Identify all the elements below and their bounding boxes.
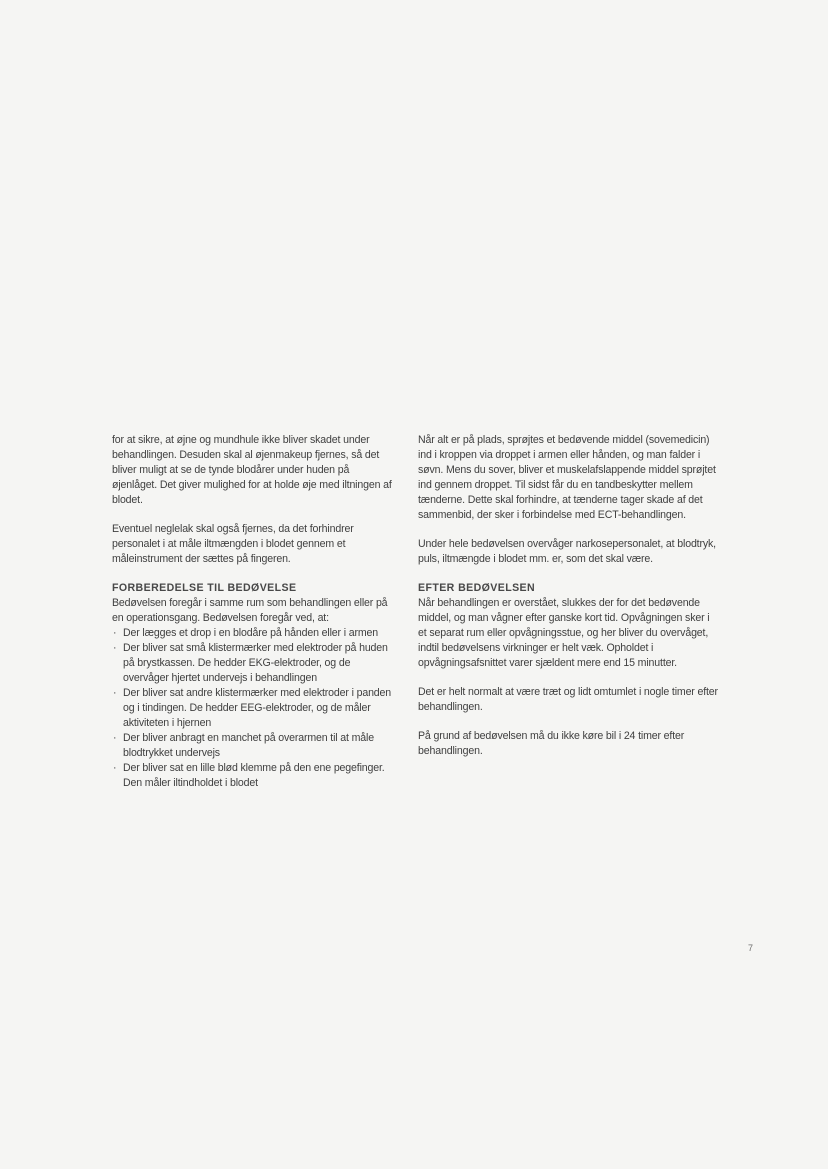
list-item: · Der bliver anbragt en manchet på overarmen til at måle blodtrykket undervejs	[112, 731, 392, 761]
paragraph-prep-intro: Bedøvelsen foregår i samme rum som behandlingen eller på en operationsgang. Bedøvelsen foregår ved, at:	[112, 597, 388, 624]
paragraph-eye-protection: for at sikre, at øjne og mundhule ikke bliver skadet under behandlingen. Desuden skal al øjenmakeup fjernes, så det bliver muligt at se de tynde blodårer under huden på øjenlåget. Det giver mulighed for at holde øje med iltningen af blodet.	[112, 434, 392, 506]
page-number: 7	[748, 943, 754, 953]
paragraph-driving: På grund af bedøvelsen må du ikke køre bil i 24 timer efter behandlingen.	[418, 730, 685, 757]
prep-steps-list	[112, 626, 392, 791]
paragraph-anesthesia-process: Når alt er på plads, sprøjtes et bedøvende middel (sovemedicin) ind i kroppen via droppet i armen eller hånden, og man falder i søvn. Mens du sover, bliver et muskelafslappende middel sprøjtet ind gennem droppet. Til sidst får du en tandbeskytter mellem tænderne. Dette skal forhindre, at tænderne tager skade af det sammenbid, der sker i forbindelse med ECT-behandlingen.	[418, 434, 716, 521]
paragraph-recovery: Når behandlingen er overstået, slukkes der for det bedøvende middel, og man vågner efter ganske kort tid. Opvågningen sker i et separat rum eller opvågningsstue, og her bliver du overvåget, indtil bedøvelsens virkninger er helt væk. Opholdet i opvågningsafsnittet varer sjældent mere end 15 minutter.	[418, 597, 710, 669]
right-column	[418, 433, 718, 773]
list-item: · Der lægges et drop i en blodåre på hånden eller i armen	[112, 626, 392, 641]
paragraph-tiredness: Det er helt normalt at være træt og lidt omtumlet i nogle timer efter behandlingen.	[418, 686, 718, 713]
left-column	[112, 433, 392, 791]
list-item: · Der bliver sat små klistermærker med elektroder på huden på brystkassen. De hedder EKG-elektroder, og de overvåger hjertet undervejs i behandlingen	[112, 641, 392, 686]
heading-after-anesthesia: EFTER BEDØVELSEN	[418, 582, 536, 594]
paragraph-nail-polish: Eventuel neglelak skal også fjernes, da det forhindrer personalet i at måle iltmængden i blodet gennem et måleinstrument der sættes på fingeren.	[112, 523, 354, 565]
list-item: · Der bliver sat andre klistermærker med elektroder i panden og i tindingen. De hedder EEG-elektroder, og de måler aktiviteten i hjernen	[112, 686, 392, 731]
paragraph-monitoring: Under hele bedøvelsen overvåger narkosepersonalet, at blodtryk, puls, iltmængde i blodet mm. er, som det skal være.	[418, 538, 716, 565]
heading-anesthesia-prep: FORBEREDELSE TIL BEDØVELSE	[112, 582, 297, 594]
list-item: · Der bliver sat en lille blød klemme på den ene pegefinger. Den måler iltindholdet i blodet	[112, 761, 392, 791]
